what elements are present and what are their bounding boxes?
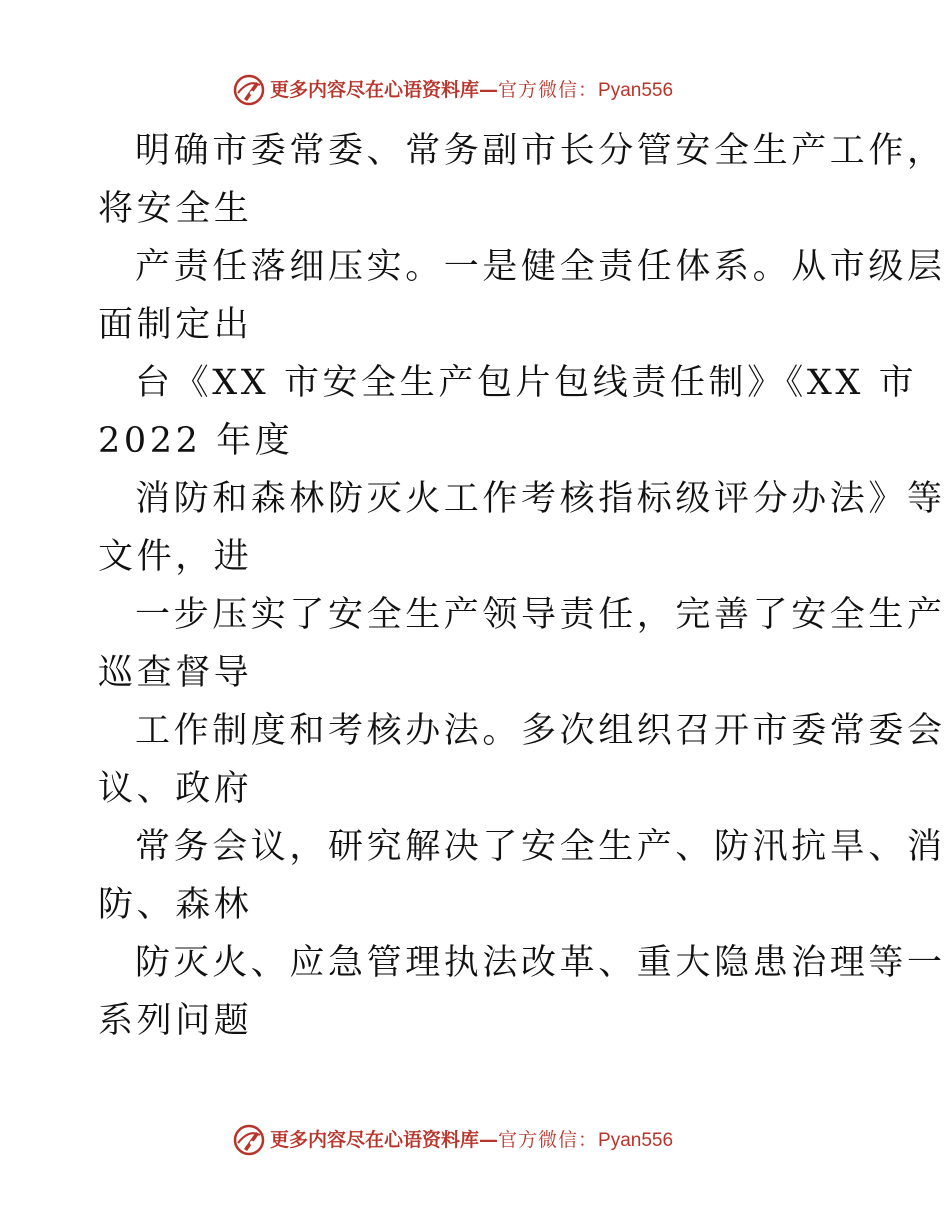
banner-wechat-id: Pyan556 — [598, 1130, 674, 1151]
text-line: 常务会议，研究解决了安全生产、防汛抗旱、消 — [135, 827, 946, 867]
text-line: 消防和森林防灭火工作考核指标级评分办法》等 — [135, 479, 946, 519]
pen-logo-icon — [232, 73, 266, 107]
banner-sub-text: 官方微信： — [498, 1129, 599, 1151]
text-line: 巡查督导 — [98, 653, 253, 693]
banner-sub-text: 官方微信： — [498, 79, 599, 101]
text-line: 工作制度和考核办法。多次组织召开市委常委会 — [135, 711, 946, 751]
footer-banner — [0, 1120, 950, 1160]
text-line: 防灭火、应急管理执法改革、重大隐患治理等一 — [135, 943, 946, 983]
banner-dash: — — [479, 1129, 499, 1151]
text-line: 将安全生 — [98, 189, 253, 229]
text-line: 议、政府 — [98, 769, 253, 809]
text-line: 2022 年度 — [98, 421, 294, 461]
text-line: 系列问题 — [98, 1001, 253, 1041]
body-text — [98, 122, 946, 1050]
text-line: 防、森林 — [98, 885, 253, 925]
banner-text — [270, 1126, 673, 1154]
text-line: 明确市委常委、常务副市长分管安全生产工作， — [135, 131, 946, 171]
banner-text — [270, 76, 673, 104]
banner-main-text: 更多内容尽在心语资料库 — [270, 79, 480, 101]
banner-main-text: 更多内容尽在心语资料库 — [270, 1129, 480, 1151]
header-banner — [0, 70, 950, 110]
text-line: 文件，进 — [98, 537, 253, 577]
banner-dash: — — [479, 79, 499, 101]
text-line: 台《XX 市安全生产包片包线责任制》《XX 市 — [135, 363, 918, 403]
pen-logo-icon — [232, 1123, 266, 1157]
text-line: 面制定出 — [98, 305, 253, 345]
banner-wechat-id: Pyan556 — [598, 80, 674, 101]
text-line: 一步压实了安全生产领导责任，完善了安全生产 — [135, 595, 946, 635]
text-line: 产责任落细压实。一是健全责任体系。从市级层 — [135, 247, 946, 287]
